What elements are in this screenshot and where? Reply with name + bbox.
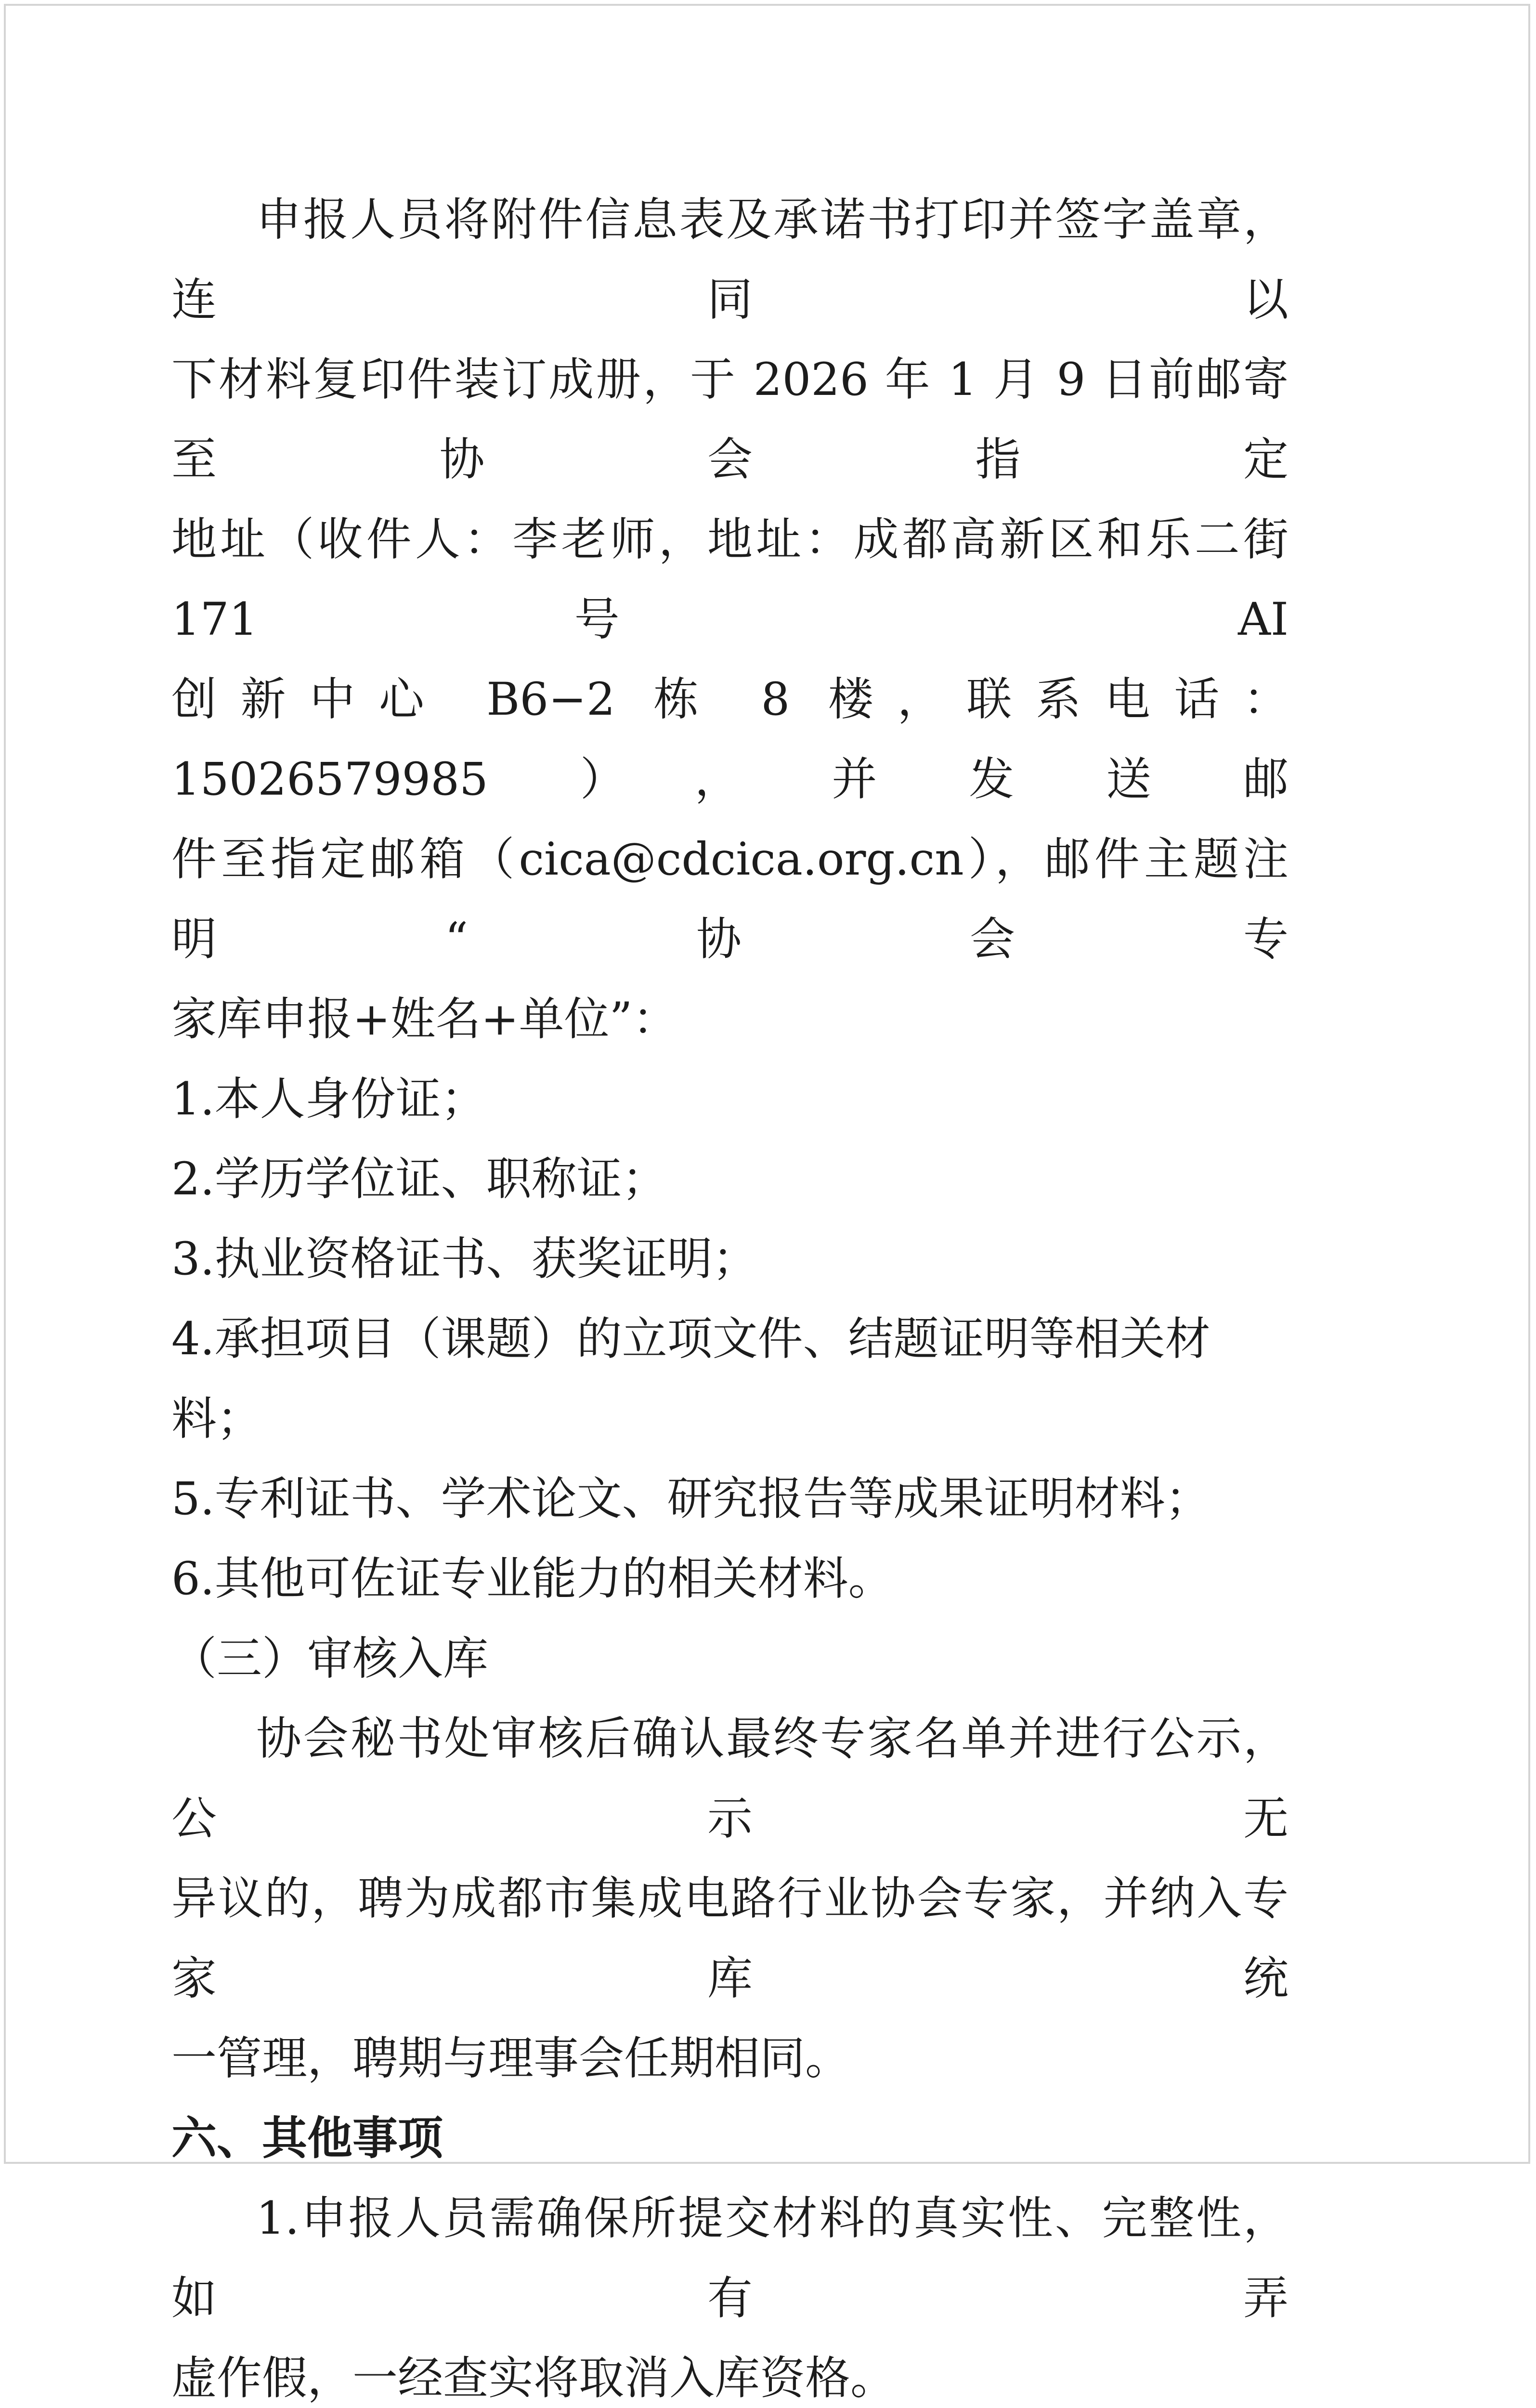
- material-item: 2.学历学位证、职称证；: [171, 1153, 667, 1205]
- para-mailing-line: 申报人员将附件信息表及承诺书打印并签字盖章，连同以: [171, 194, 1289, 326]
- para-mailing-line: 件至指定邮箱（cica@cdcica.org.cn），邮件主题注明“协会专: [171, 833, 1289, 966]
- para-mailing-line: 家库申报+姓名+单位”：: [171, 993, 678, 1046]
- material-item: 1.本人身份证；: [171, 1073, 486, 1125]
- review-heading: （三）审核入库: [171, 1633, 489, 1685]
- review-line: 协会秘书处审核后确认最终专家名单并进行公示，公示无: [171, 1713, 1289, 1845]
- other-item-line: 虚作假，一经查实将取消入库资格。: [171, 2352, 896, 2405]
- review-line: 异议的，聘为成都市集成电路行业协会专家，并纳入专家库统: [171, 1872, 1289, 2005]
- material-item: 6.其他可佐证专业能力的相关材料。: [171, 1553, 894, 1605]
- document-body: [171, 180, 1289, 2408]
- material-item: 5.专利证书、学术论文、研究报告等成果证明材料；: [171, 1473, 1211, 1525]
- material-item: 4.承担项目（课题）的立项文件、结题证明等相关材料；: [171, 1313, 1211, 1445]
- material-item: 3.执业资格证书、获奖证明；: [171, 1233, 758, 1285]
- other-item-line: 1.申报人员需确保所提交材料的真实性、完整性，如有弄: [171, 2192, 1289, 2325]
- para-mailing-line: 地址（收件人：李老师，地址：成都高新区和乐二街 171 号 AI: [171, 513, 1289, 646]
- para-mailing-line: 下材料复印件装订成册，于 2026 年 1 月 9 日前邮寄至协会指定: [171, 353, 1289, 486]
- review-line: 一管理，聘期与理事会任期相同。: [171, 2032, 851, 2085]
- section-heading: 六、其他事项: [171, 2112, 443, 2165]
- para-mailing-line: 创新中心 B6−2 栋 8 楼，联系电话：15026579985），并发送邮: [171, 673, 1289, 806]
